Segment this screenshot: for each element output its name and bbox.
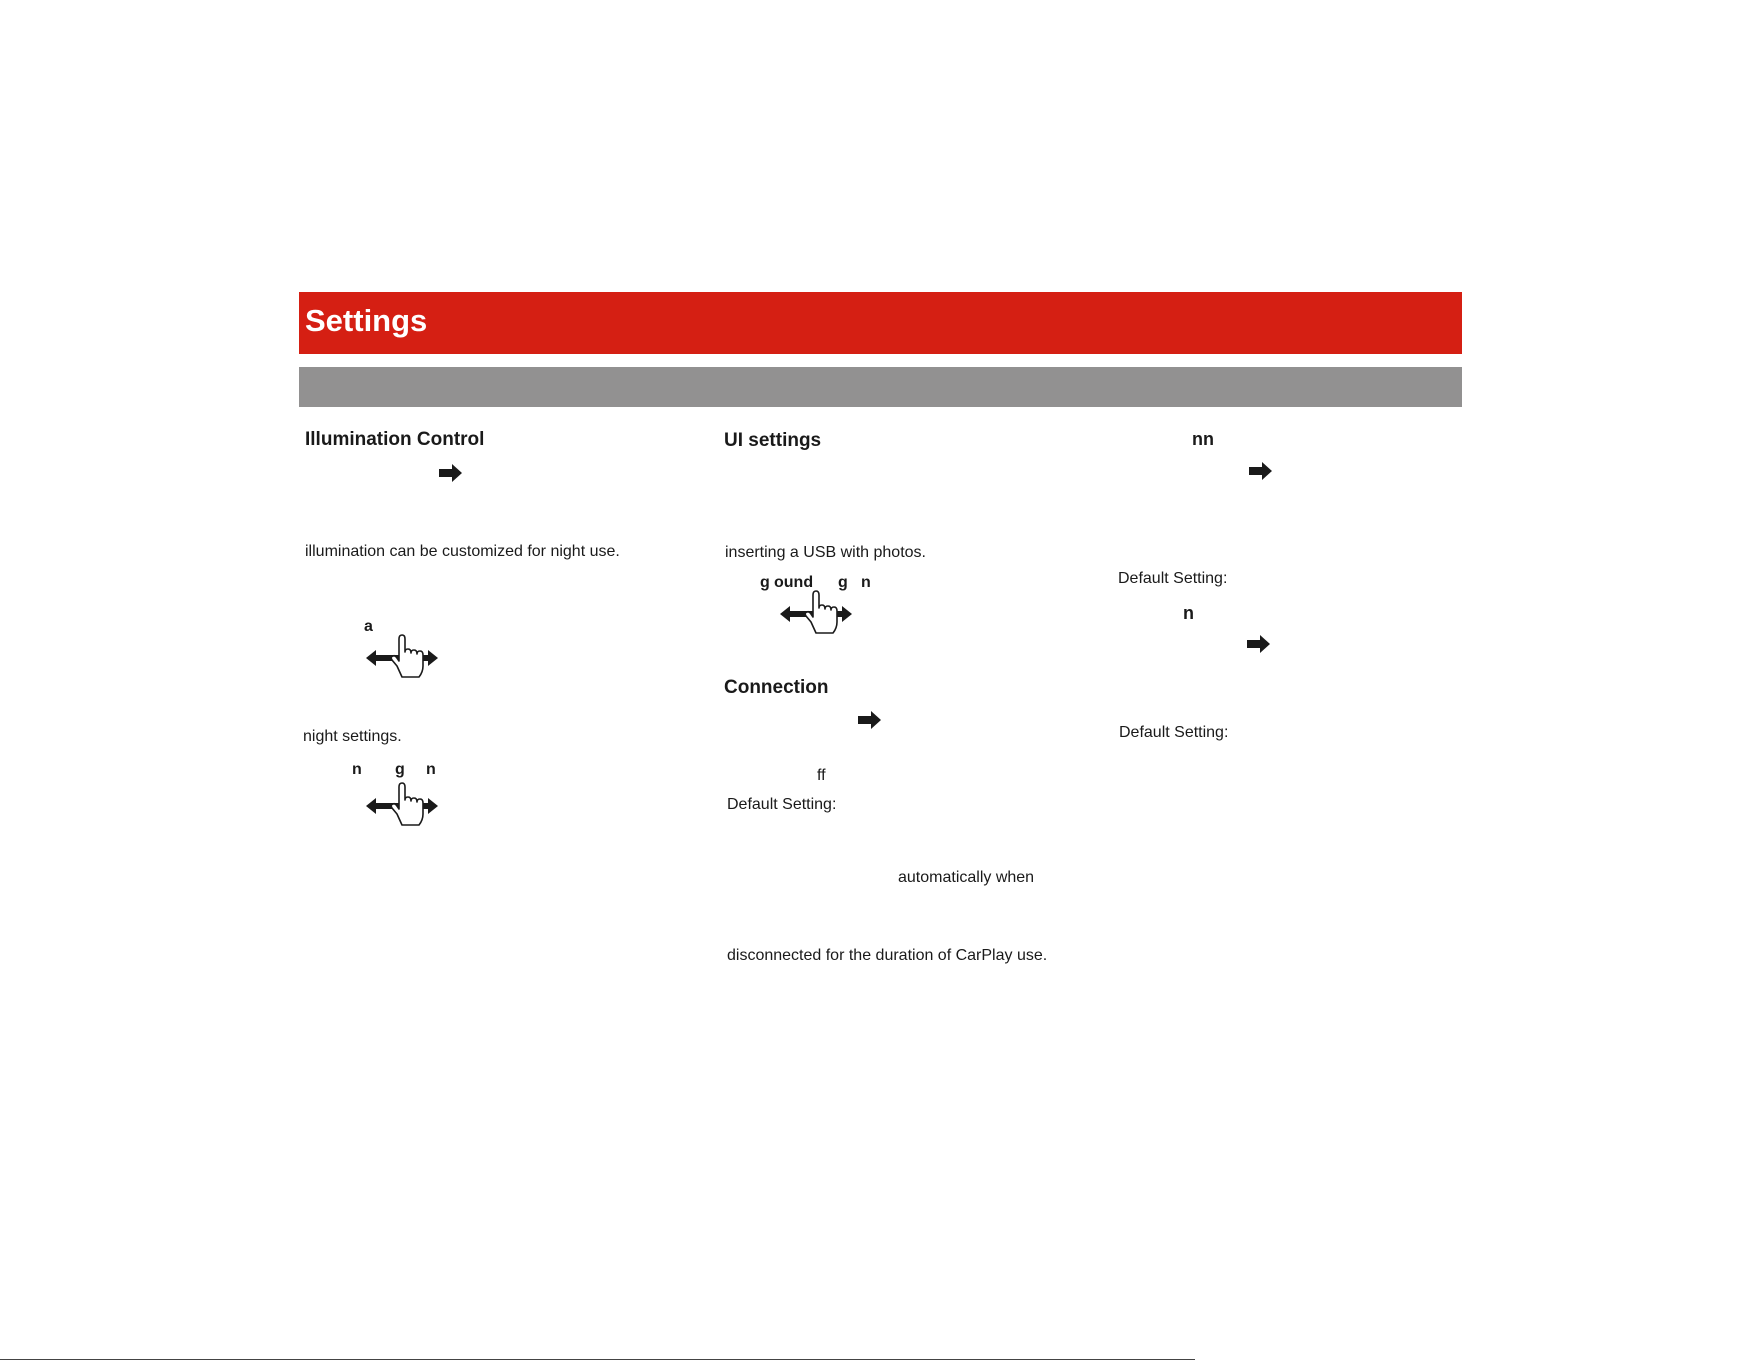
carplay-disconnect-text: disconnected for the duration of CarPlay use. xyxy=(727,947,1048,964)
title-bar xyxy=(299,292,1462,354)
gesture-label: n xyxy=(426,761,436,778)
gesture-label: n xyxy=(861,574,871,591)
swipe-hand-icon xyxy=(364,633,440,679)
night-settings-text: night settings. xyxy=(303,728,402,745)
gesture-label: g xyxy=(760,574,770,591)
default-setting-label: Default Setting: xyxy=(1118,570,1228,587)
swipe-hand-icon xyxy=(364,781,440,827)
gesture-label: g xyxy=(395,761,405,778)
default-setting-label: Default Setting: xyxy=(727,796,837,813)
gesture-label: g xyxy=(838,574,848,591)
ui-settings-heading: UI settings xyxy=(724,430,822,451)
illumination-control-heading: Illumination Control xyxy=(305,429,485,450)
right-arrow-icon xyxy=(1249,461,1273,481)
right-arrow-icon xyxy=(1247,634,1271,654)
gesture-label: n xyxy=(352,761,362,778)
connection-heading: Connection xyxy=(724,677,829,698)
bottom-rule xyxy=(0,1359,1195,1360)
swipe-hand-icon xyxy=(778,589,854,635)
right-arrow-icon xyxy=(858,710,882,730)
fragment-heading: nn xyxy=(1192,429,1214,449)
usb-photos-text: inserting a USB with photos. xyxy=(725,544,926,561)
automatically-when-text: automatically when xyxy=(898,869,1035,886)
right-arrow-icon xyxy=(439,463,463,483)
gesture-label: a xyxy=(364,618,373,635)
gesture-label: ound xyxy=(774,574,814,591)
ff-text: ff xyxy=(817,767,826,784)
sub-header-bar xyxy=(299,367,1462,407)
illumination-description-text: illumination can be customized for night use. xyxy=(305,543,620,560)
fragment-heading: n xyxy=(1183,603,1194,623)
page-title: Settings xyxy=(305,303,428,338)
default-setting-label: Default Setting: xyxy=(1119,724,1229,741)
